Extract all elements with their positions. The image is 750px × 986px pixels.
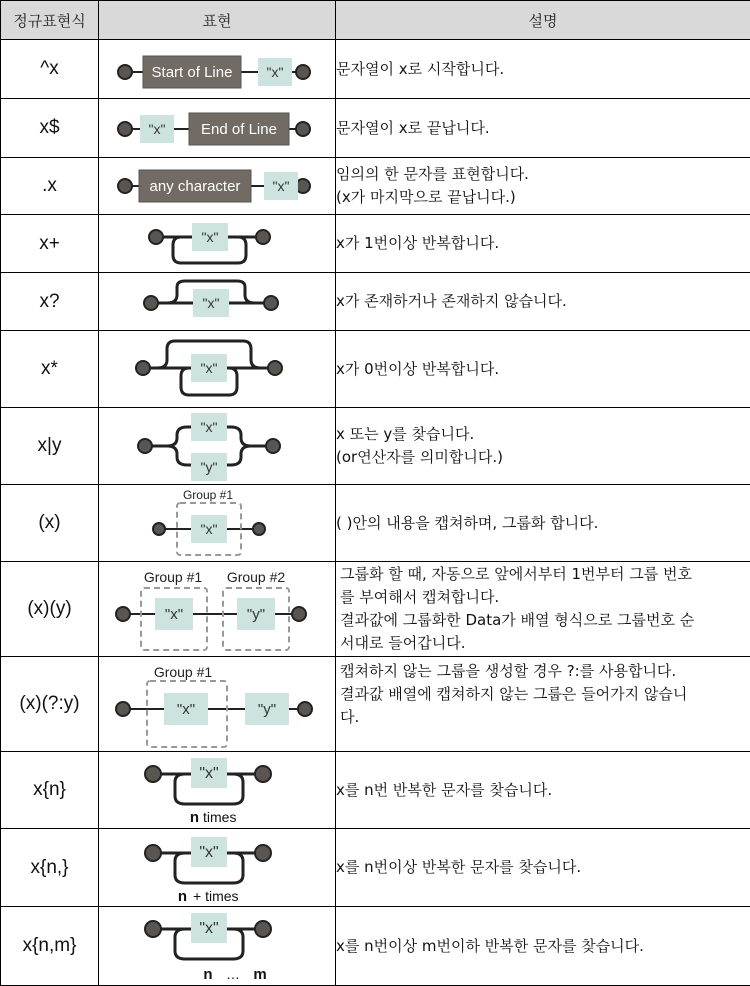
x-token-label: "x"	[203, 295, 220, 311]
description-line: x가 0번이상 반복합니다.	[336, 358, 750, 381]
pattern-cell: x+	[1, 215, 99, 273]
table-row	[1, 657, 750, 752]
y-token-label: "y"	[201, 459, 218, 475]
table-row	[1, 273, 750, 331]
group1-label: Group #1	[154, 664, 213, 680]
description-line: (or연산자를 의미합니다.)	[336, 446, 750, 469]
table-row	[1, 99, 750, 158]
description-line: 결과값에 그룹화한 Data가 배열 형식으로 그룹번호 순	[340, 609, 750, 632]
y-token-label: "y"	[258, 701, 276, 718]
diagram-cell	[99, 215, 336, 273]
description-cell	[336, 485, 750, 562]
header-pattern: 정규표현식	[1, 1, 99, 40]
table-row	[1, 907, 750, 986]
railroad-diagram	[99, 273, 336, 330]
diagram-cell	[99, 331, 336, 408]
diagram-cell	[99, 657, 336, 752]
diagram-cell	[99, 273, 336, 331]
x-token-label: "x"	[201, 360, 218, 376]
pattern-cell: (x)	[1, 485, 99, 562]
header-row	[1, 1, 750, 40]
description-line: x가 1번이상 반복합니다.	[336, 232, 750, 255]
group1-label: Group #1	[183, 488, 233, 502]
railroad-diagram	[99, 485, 336, 561]
pattern-cell: x$	[1, 99, 99, 158]
header-diagram: 표현	[99, 1, 336, 40]
end-of-line-label: End of Line	[201, 121, 277, 138]
table-row	[1, 331, 750, 408]
header-description: 설명	[336, 1, 750, 40]
description-line: 결과값 배열에 캡쳐하지 않는 그룹은 들어가지 않습니	[340, 683, 750, 706]
table-row	[1, 40, 750, 99]
x-token-label: "x"	[149, 121, 166, 137]
table-row	[1, 752, 750, 829]
table-row	[1, 158, 750, 215]
description-cell	[336, 562, 750, 657]
description-line: 서대로 들어갑니다.	[340, 632, 750, 655]
repeat-n-label: n	[178, 888, 187, 905]
table-row	[1, 829, 750, 907]
railroad-diagram	[99, 408, 336, 484]
description-cell	[336, 657, 750, 752]
description-cell	[336, 408, 750, 485]
x-token-label: "x"	[199, 844, 218, 861]
group2-label: Group #2	[227, 569, 286, 585]
description-line: x 또는 y를 찾습니다.	[336, 423, 750, 446]
table-row	[1, 562, 750, 657]
diagram-cell	[99, 829, 336, 907]
description-cell	[336, 331, 750, 408]
railroad-diagram	[99, 752, 336, 828]
railroad-diagram	[99, 657, 336, 751]
pattern-cell: x{n}	[1, 752, 99, 829]
railroad-diagram	[99, 215, 336, 272]
pattern-cell: (x)(y)	[1, 562, 99, 657]
range-dots-label: …	[226, 966, 240, 982]
description-cell	[336, 99, 750, 158]
x-token-label: "x"	[199, 920, 218, 937]
repeat-plus-times-label: + times	[193, 888, 239, 904]
y-token-label: "y"	[247, 606, 265, 623]
repeat-times-label: times	[203, 809, 236, 825]
x-token-label: "x"	[273, 178, 290, 194]
diagram-cell	[99, 99, 336, 158]
description-cell	[336, 907, 750, 986]
description-line: x를 n번 반복한 문자를 찾습니다.	[336, 779, 750, 802]
x-token-label: "x"	[201, 419, 218, 435]
railroad-diagram	[99, 158, 336, 214]
railroad-diagram	[99, 40, 336, 98]
repeat-n-label: n	[190, 809, 199, 826]
diagram-cell	[99, 907, 336, 986]
x-token-label: "x"	[202, 229, 219, 245]
description-line: 문자열이 x로 끝납니다.	[336, 117, 750, 140]
pattern-cell: x|y	[1, 408, 99, 485]
group1-label: Group #1	[144, 569, 203, 585]
description-cell	[336, 273, 750, 331]
railroad-diagram	[99, 907, 336, 985]
description-cell	[336, 215, 750, 273]
description-line: 캡쳐하지 않는 그룹을 생성할 경우 ?:를 사용합니다.	[340, 660, 750, 683]
x-token-label: "x"	[267, 64, 284, 80]
diagram-cell	[99, 485, 336, 562]
table-row	[1, 215, 750, 273]
diagram-cell	[99, 752, 336, 829]
description-line: 문자열이 x로 시작합니다.	[336, 58, 750, 81]
table-row	[1, 408, 750, 485]
x-token-label: "x"	[177, 701, 195, 718]
diagram-cell	[99, 408, 336, 485]
range-m-label: m	[253, 966, 266, 983]
description-line: x가 존재하거나 존재하지 않습니다.	[336, 290, 750, 313]
pattern-cell: ^x	[1, 40, 99, 99]
diagram-cell	[99, 40, 336, 99]
pattern-cell: x*	[1, 331, 99, 408]
pattern-cell: x?	[1, 273, 99, 331]
description-line: 를 부여해서 캡쳐합니다.	[340, 586, 750, 609]
start-of-line-label: Start of Line	[152, 64, 233, 81]
description-line: 임의의 한 문자를 표현합니다.	[336, 163, 750, 186]
pattern-cell: (x)(?:y)	[1, 657, 99, 752]
description-line: 그룹화 할 때, 자동으로 앞에서부터 1번부터 그룹 번호	[340, 563, 750, 586]
pattern-cell: x{n,m}	[1, 907, 99, 986]
x-token-label: "x"	[165, 606, 183, 623]
range-n-label: n	[203, 966, 212, 983]
description-cell	[336, 40, 750, 99]
description-line: (x가 마지막으로 끝납니다.)	[336, 186, 750, 209]
railroad-diagram	[99, 829, 336, 906]
diagram-cell	[99, 158, 336, 215]
any-character-label: any character	[150, 178, 241, 195]
table-row	[1, 485, 750, 562]
pattern-cell: x{n,}	[1, 829, 99, 907]
railroad-diagram	[99, 99, 336, 157]
description-cell	[336, 752, 750, 829]
description-line: 다.	[340, 706, 750, 729]
description-line: x를 n번이상 m번이하 반복한 문자를 찾습니다.	[336, 935, 750, 958]
description-line: ( )안의 내용을 캡쳐하며, 그룹화 합니다.	[336, 512, 750, 535]
x-token-label: "x"	[201, 521, 218, 537]
railroad-diagram	[99, 331, 336, 407]
x-token-label: "x"	[199, 765, 218, 782]
diagram-cell	[99, 562, 336, 657]
description-line: x를 n번이상 반복한 문자를 찾습니다.	[336, 856, 750, 879]
description-cell	[336, 829, 750, 907]
pattern-cell: .x	[1, 158, 99, 215]
description-cell	[336, 158, 750, 215]
railroad-diagram	[99, 562, 336, 656]
